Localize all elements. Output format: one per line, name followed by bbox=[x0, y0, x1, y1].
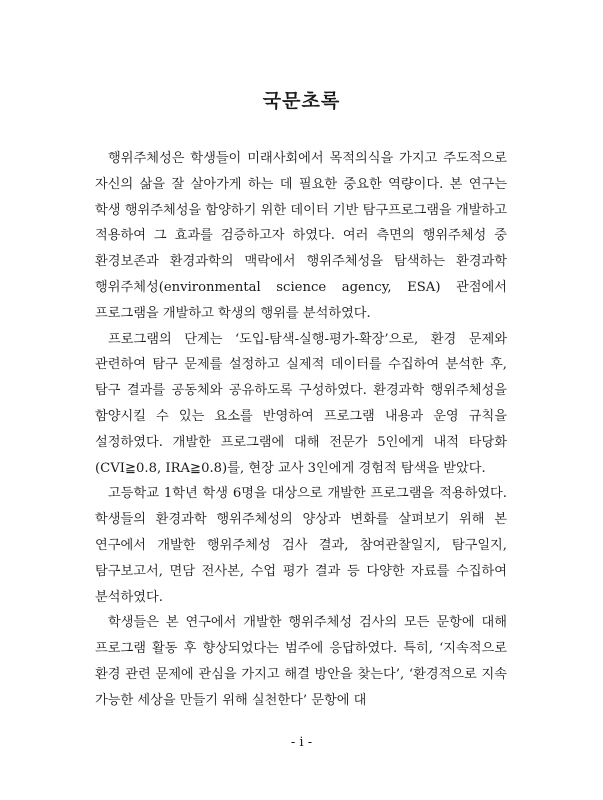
page-number: - i - bbox=[290, 735, 313, 750]
abstract-body bbox=[95, 146, 507, 714]
abstract-paragraph-2: 프로그램의 단계는 ‘도입-탐색-실행-평가-확장’으로, 환경 문제와 관련하여 탐구 문제를 설정하고 실제적 데이터를 수집하여 분석한 후, 탐구 결과를 공동체와 공유하도록 구성하였다. 환경과학 행위주체성을 함양시킬 수 있는 요소를 반영하여 프로그램 내용과 운영 규칙을 설정하였다. 개발한 프로그램에 대해 전문가 5인에게 내적 타당화(CVI≧0.8, IRA≧0.8)를, 현장 교사 3인에게 경험적 탐색을 받았다. bbox=[95, 331, 507, 476]
abstract-paragraph-3: 고등학교 1학년 학생 6명을 대상으로 개발한 프로그램을 적용하였다. 학생들의 환경과학 행위주체성의 양상과 변화를 살펴보기 위해 본 연구에서 개발한 행위주체성 검사 결과, 참여관찰일지, 탐구일지, 탐구보고서, 면담 전사본, 수업 평가 결과 등 다양한 자료를 수집하여 분석하였다. bbox=[95, 486, 507, 605]
abstract-paragraph-1: 행위주체성은 학생들이 미래사회에서 목적의식을 가지고 주도적으로 자신의 삶을 잘 살아가게 하는 데 필요한 중요한 역량이다. 본 연구는 학생 행위주체성을 함양하기 위한 데이터 기반 탐구프로그램을 개발하고 적용하여 그 효과를 검증하고자 하였다. 여러 측면의 행위주체성 중 환경보존과 환경과학의 맥락에서 행위주체성을 탐색하는 환경과학 행위주체성(environmental science agency, ESA) 관점에서 프로그램을 개발하고 학생의 행위를 분석하였다. bbox=[95, 151, 507, 321]
page-title: 국문초록 bbox=[262, 90, 341, 112]
abstract-paragraph-4: 학생들은 본 연구에서 개발한 행위주체성 검사의 모든 문항에 대해 프로그램 활동 후 향상되었다는 범주에 응답하였다. 특히, ‘지속적으로 환경 관련 문제에 관심을 가지고 해결 방안을 찾는다’, ‘환경적으로 지속 가능한 세상을 만들기 위해 실천한다’ 문항에 대 bbox=[95, 615, 507, 708]
